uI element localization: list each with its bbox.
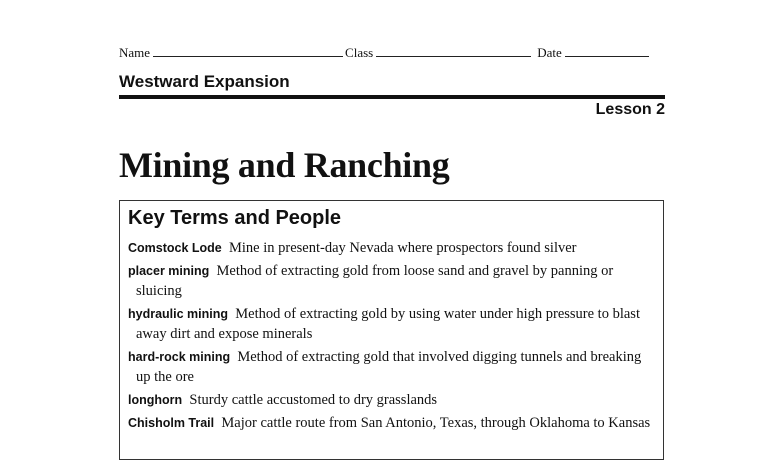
key-terms-box	[119, 200, 664, 460]
term-word: hydraulic mining	[128, 307, 229, 321]
term-definition: Major cattle route from San Antonio, Texas, through Oklahoma to Kansas	[221, 415, 651, 431]
term-word: Comstock Lode	[128, 241, 222, 255]
term-definition: Method of extracting gold by using water under high pressure to blast away dirt and expose minerals	[136, 306, 640, 342]
name-blank	[153, 44, 343, 57]
page-title: Mining and Ranching	[119, 145, 450, 185]
class-blank	[376, 44, 531, 57]
term-word: placer mining	[128, 264, 210, 278]
class-label: Class	[345, 45, 374, 60]
term-definition: Method of extracting gold that involved digging tunnels and breaking up the ore	[136, 349, 642, 385]
term-word: Chisholm Trail	[128, 416, 215, 430]
date-blank	[565, 44, 649, 57]
term-word: longhorn	[128, 393, 183, 407]
unit-title: Westward Expansion	[119, 72, 290, 91]
term-entry	[128, 347, 655, 387]
term-definition: Sturdy cattle accustomed to dry grasslands	[189, 392, 438, 408]
name-label: Name	[119, 45, 151, 60]
key-terms-heading: Key Terms and People	[128, 207, 342, 229]
term-entry	[128, 261, 655, 301]
term-entry	[128, 238, 655, 258]
header-rule	[119, 95, 665, 99]
term-definition: Mine in present-day Nevada where prospectors found silver	[229, 240, 577, 256]
term-word: hard-rock mining	[128, 350, 231, 364]
date-label: Date	[537, 45, 562, 60]
worksheet-header	[119, 44, 665, 61]
lesson-label: Lesson 2	[595, 101, 665, 118]
term-entry	[128, 413, 655, 433]
term-definition: Method of extracting gold from loose sand and gravel by panning or sluicing	[136, 263, 614, 299]
term-entry	[128, 390, 655, 410]
term-entry	[128, 304, 655, 344]
